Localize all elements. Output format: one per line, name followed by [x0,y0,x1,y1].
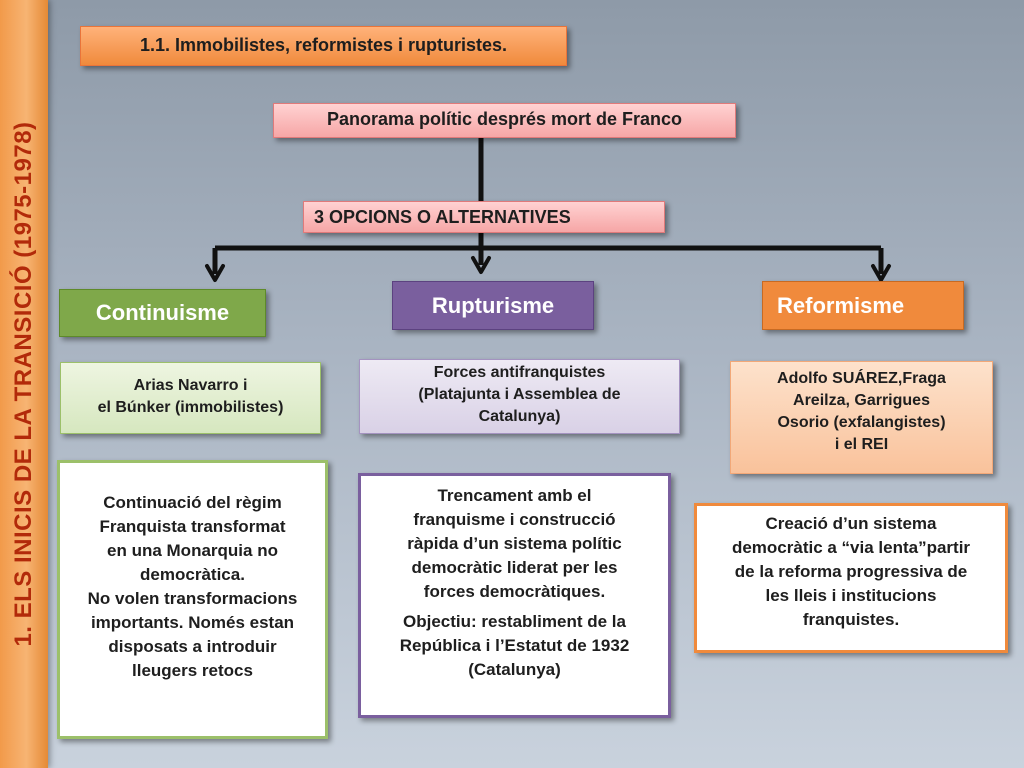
actors-line: Catalunya) [478,408,561,425]
description-line: No volen transformacions [87,589,298,608]
actors-reformisme [730,361,993,474]
description-line: franquistes. [802,610,900,629]
description-continuisme [57,460,328,739]
objective-line: República i l’Estatut de 1932 [399,636,630,655]
actors-line: (Platajunta i Assemblea de [418,386,621,403]
description-paragraph [371,484,658,604]
description-line: Trencament amb el [437,486,592,505]
section-subtitle: 1.1. Immobilistes, reformistes i rupturistes. [80,26,567,66]
actors-line: Osorio (exfalangistes) [777,414,946,431]
description-line: Creació d’un sistema [765,514,937,533]
actors-line: el Búnker (immobilistes) [97,399,284,416]
description-line: democràtica. [140,565,245,584]
category-reformisme: Reformisme [762,281,964,330]
description-line: importants. Només estan [90,613,295,632]
description-line: ràpida d’un sistema polític [407,534,622,553]
description-line: Franquista transformat [99,517,286,536]
actors-line: i el REI [834,436,889,453]
actors-line: Forces antifranquistes [433,364,606,381]
actors-line: Adolfo SUÁREZ,Fraga [777,370,946,387]
options-node: 3 OPCIONS O ALTERNATIVES [303,201,665,233]
description-reformisme [694,503,1008,653]
description-line: democràtic a “via lenta”partir [731,538,971,557]
category-continuisme: Continuisme [59,289,266,337]
objective-line: Objectiu: restabliment de la [403,612,626,631]
description-line: de la reforma progressiva de [734,562,968,581]
category-rupturisme: Rupturisme [392,281,594,330]
root-node: Panorama polític després mort de Franco [273,103,736,138]
objective-paragraph [371,610,658,682]
side-title: 1. ELS INICIS DE LA TRANSICIÓ (1975-1978) [10,121,37,647]
description-rupturisme [358,473,671,718]
description-line: en una Monarquia no [107,541,278,560]
actors-line: Areilza, Garrigues [793,392,930,409]
description-line: lleugers retocs [132,661,253,680]
description-line: franquisme i construcció [413,510,616,529]
objective-line: (Catalunya) [468,660,561,679]
description-line: disposats a introduir [108,637,277,656]
actors-rupturisme [359,359,680,434]
description-line: democràtic liderat per les [411,558,618,577]
actors-line: Arias Navarro i [133,377,248,394]
actors-continuisme [60,362,321,434]
description-line: les lleis i institucions [765,586,937,605]
description-line: Continuació del règim [103,493,282,512]
description-line: forces democràtiques. [423,582,606,601]
